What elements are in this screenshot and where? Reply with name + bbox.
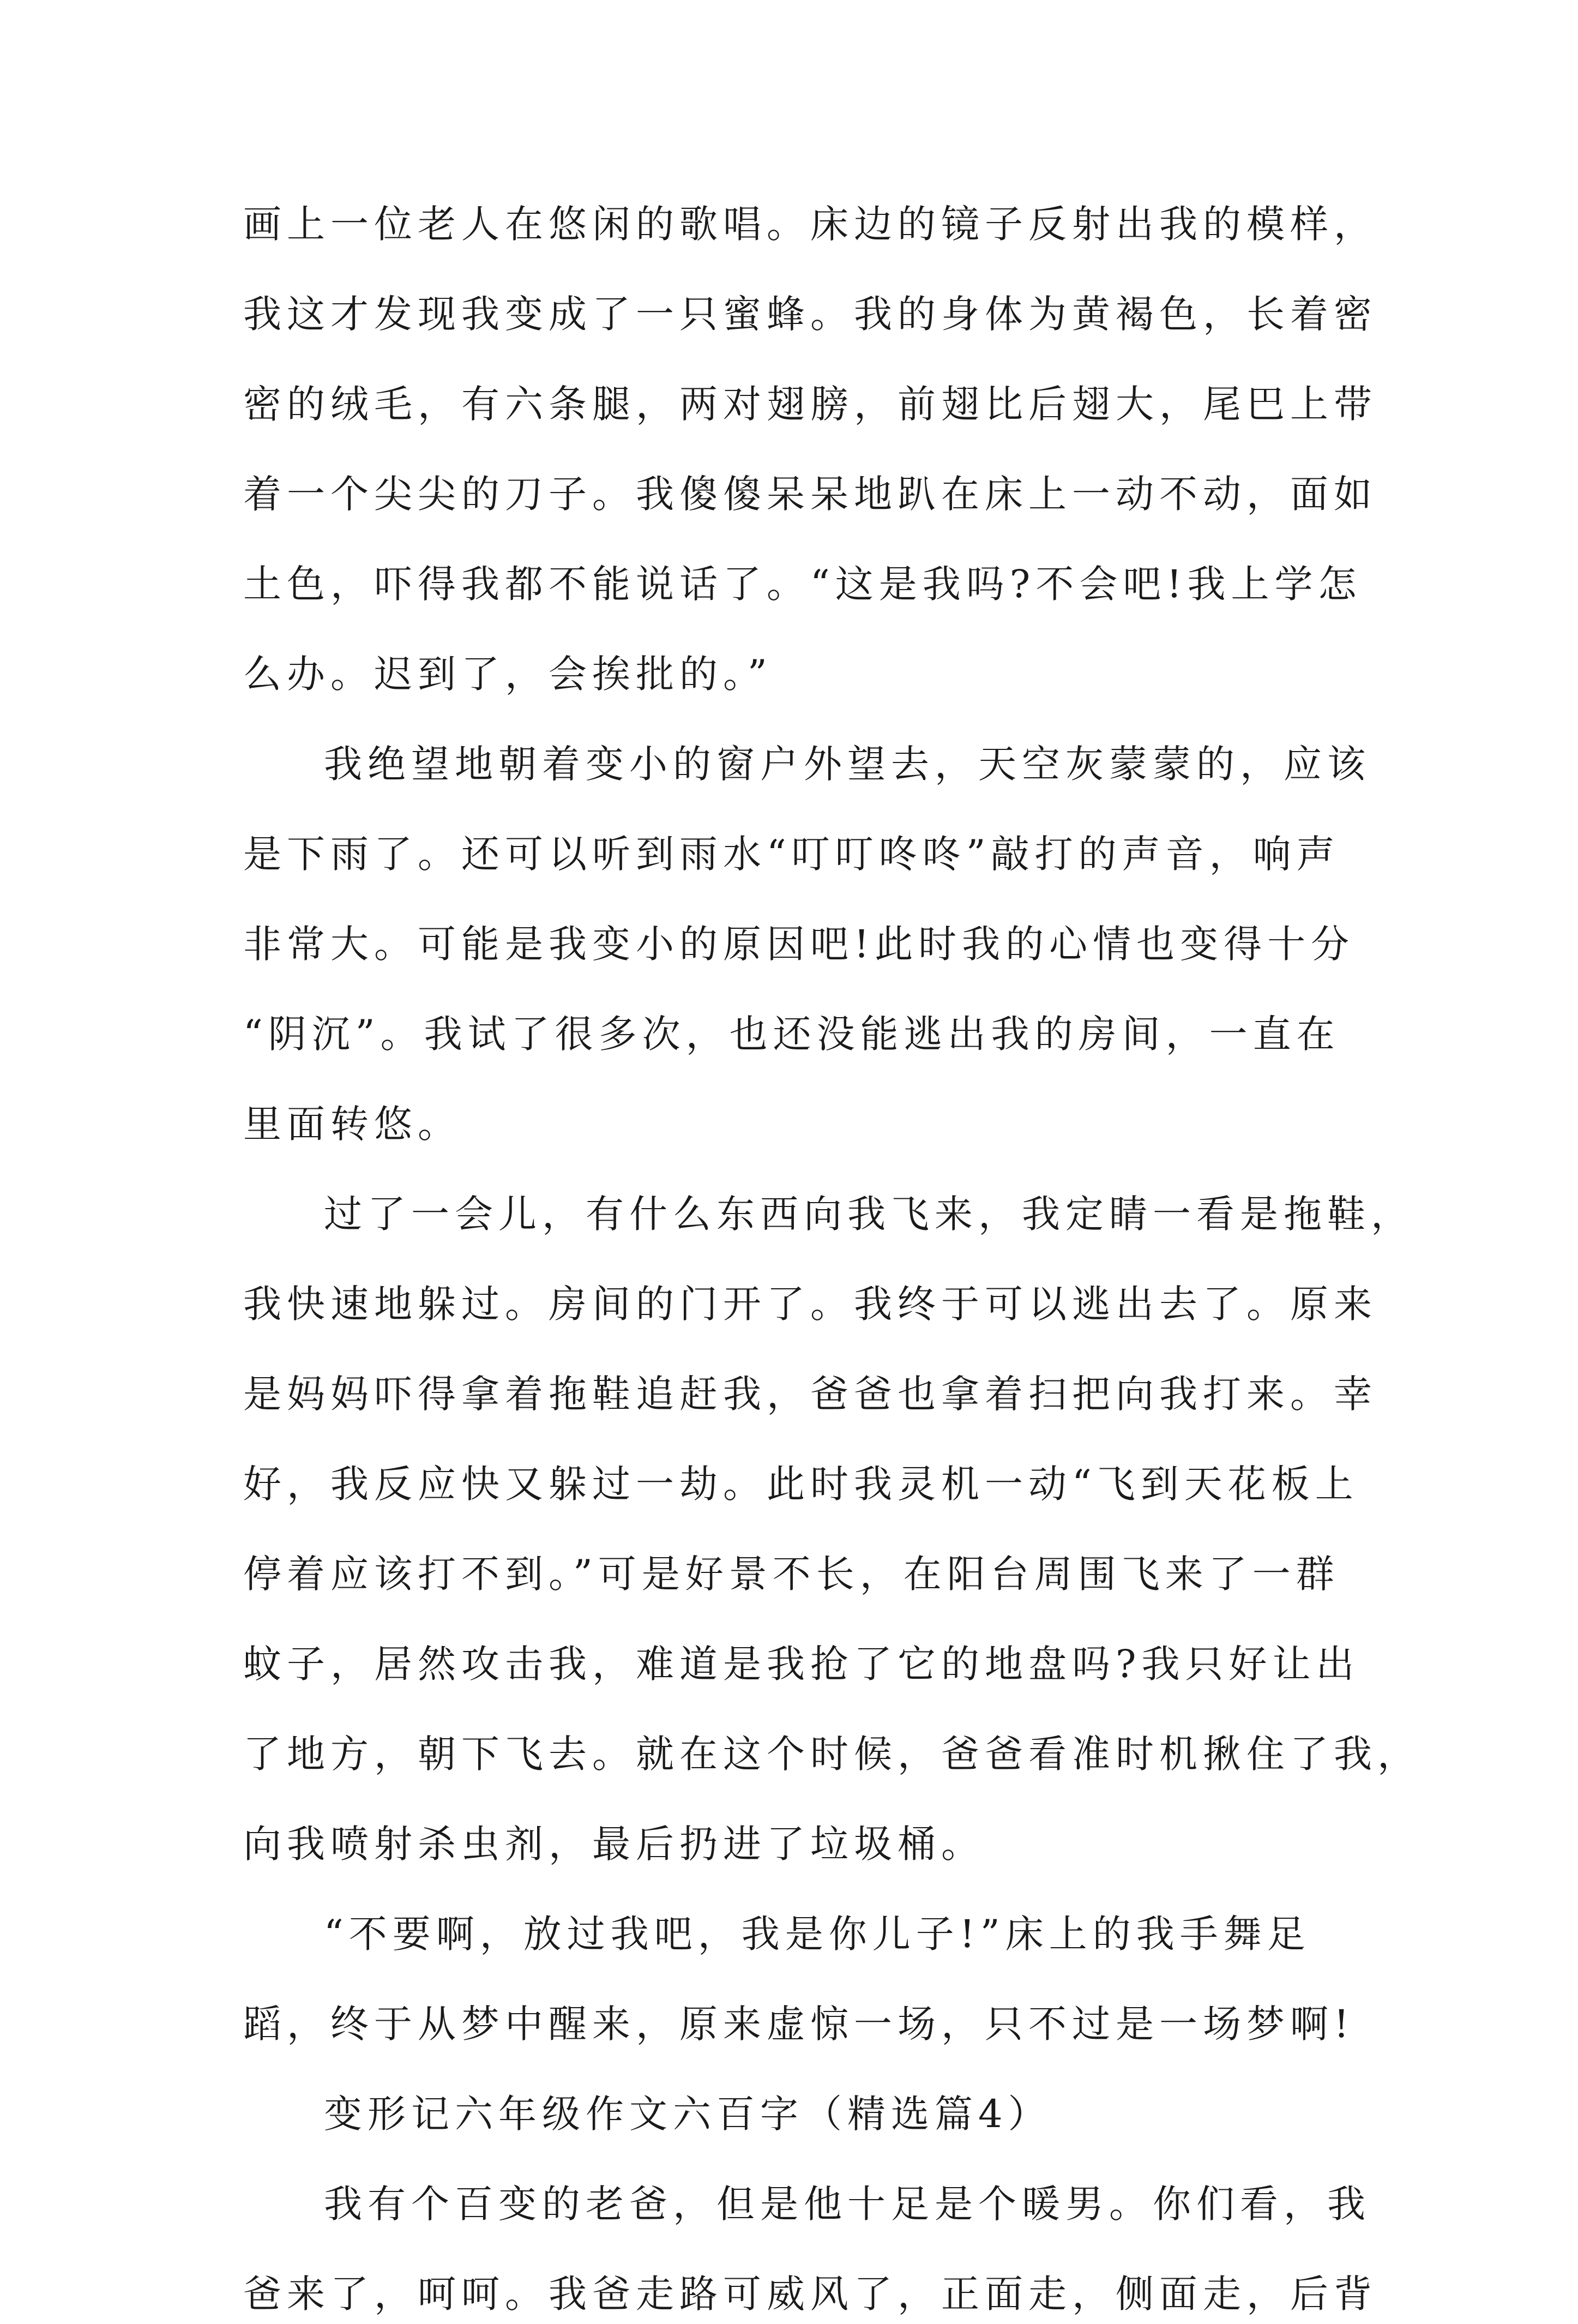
text-line: 着一个尖尖的刀子。我傻傻呆呆地趴在床上一动不动，面如 xyxy=(243,472,1377,517)
text-line: 蚊子，居然攻击我，难道是我抢了它的地盘吗?我只好让出 xyxy=(243,1642,1360,1686)
text-line: 好，我反应快又躲过一劫。此时我灵机一动“飞到天花板上 xyxy=(243,1462,1359,1506)
paragraph-first-line: “不要啊，放过我吧，我是你儿子!”床上的我手舞足 xyxy=(324,1912,1311,1956)
text-line: 停着应该打不到。”可是好景不长，在阳台周围飞来了一群 xyxy=(243,1552,1340,1596)
text-line: 我这才发现我变成了一只蜜蜂。我的身体为黄褐色，长着密 xyxy=(243,292,1377,337)
text-line: 非常大。可能是我变小的原因吧!此时我的心情也变得十分 xyxy=(243,922,1355,966)
text-line: 土色，吓得我都不能说话了。“这是我吗?不会吧!我上学怎 xyxy=(243,562,1362,606)
text-line: 了地方，朝下飞去。就在这个时候，爸爸看准时机揪住了我， xyxy=(243,1732,1421,1776)
text-line: 是下雨了。还可以听到雨水“叮叮咚咚”敲打的声音，响声 xyxy=(243,832,1340,876)
paragraph-first-line: 我有个百变的老爸，但是他十足是个暖男。你们看，我 xyxy=(324,2182,1371,2226)
text-line: 么办。迟到了，会挨批的。” xyxy=(243,652,773,696)
text-line: 爸来了，呵呵。我爸走路可威风了，正面走，侧面走，后背 xyxy=(243,2272,1377,2316)
text-line: 向我喷射杀虫剂，最后扔进了垃圾桶。 xyxy=(243,1822,985,1866)
paragraph-first-line: 我绝望地朝着变小的窗户外望去，天空灰蒙蒙的，应该 xyxy=(324,742,1371,786)
section-heading: 变形记六年级作文六百字（精选篇4） xyxy=(324,2092,1052,2136)
text-line: 是妈妈吓得拿着拖鞋追赶我，爸爸也拿着扫把向我打来。幸 xyxy=(243,1372,1377,1416)
text-line: 我快速地躲过。房间的门开了。我终于可以逃出去了。原来 xyxy=(243,1282,1377,1326)
text-line: “阴沉”。我试了很多次，也还没能逃出我的房间，一直在 xyxy=(243,1012,1340,1056)
text-line: 蹈，终于从梦中醒来，原来虚惊一场，只不过是一场梦啊! xyxy=(243,2002,1355,2046)
text-line: 里面转悠。 xyxy=(243,1102,461,1146)
paragraph-first-line: 过了一会儿，有什么东西向我飞来，我定睛一看是拖鞋， xyxy=(324,1192,1414,1236)
text-line: 画上一位老人在悠闲的歌唱。床边的镜子反射出我的模样， xyxy=(243,202,1377,247)
text-line: 密的绒毛，有六条腿，两对翅膀，前翅比后翅大，尾巴上带 xyxy=(243,382,1377,427)
